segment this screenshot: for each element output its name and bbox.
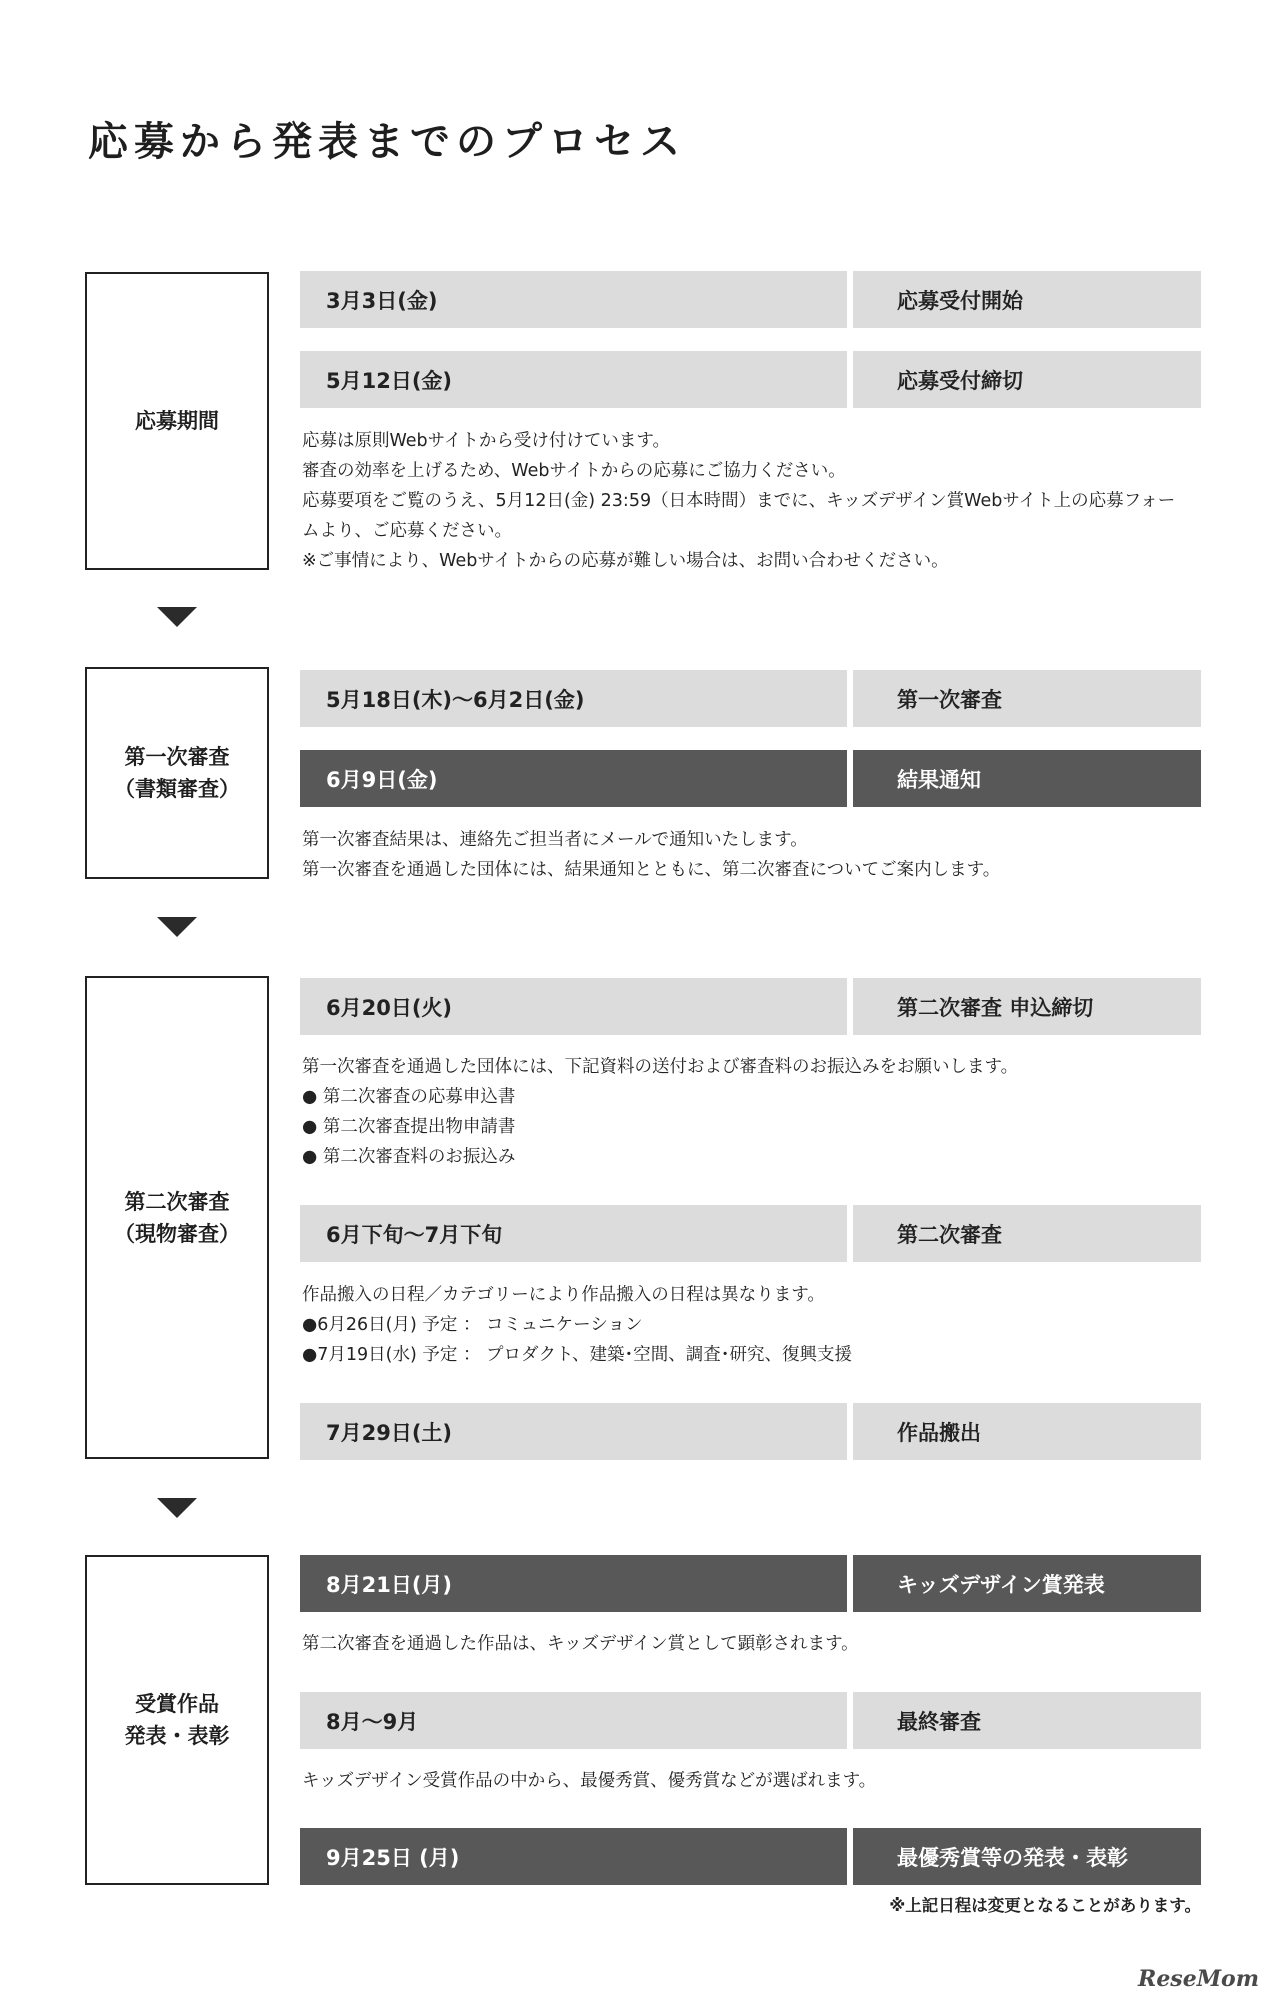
down-triangle-icon bbox=[157, 607, 197, 627]
stage-box-first-review: 第一次審査 （書類審査） bbox=[85, 667, 269, 879]
stage-2-description bbox=[302, 825, 1207, 885]
stage-1-date-1: 3月3日(金) bbox=[300, 271, 847, 328]
stage-3-date-3: 7月29日(土) bbox=[300, 1403, 847, 1460]
stage-1-label-2: 応募受付締切 bbox=[853, 351, 1201, 408]
stage-2-date-2: 6月9日(金) bbox=[300, 750, 847, 807]
description-line: キッズデザイン受賞作品の中から、最優秀賞、優秀賞などが選ばれます。 bbox=[302, 1771, 877, 1791]
description-line: ● 第二次審査提出物申請書 bbox=[302, 1117, 516, 1137]
stage-3-label-2: 第二次審査 bbox=[853, 1205, 1201, 1262]
stage-2-date-1: 5月18日(木)〜6月2日(金) bbox=[300, 670, 847, 727]
schedule-footnote: ※上記日程は変更となることがあります。 bbox=[889, 1896, 1201, 1915]
description-line: 審査の効率を上げるため、Webサイトからの応募にご協力ください。 bbox=[302, 461, 846, 481]
description-line: ●7月19日(水) 予定 ： プロダクト、建築･空間、調査･研究、復興支援 bbox=[302, 1345, 852, 1365]
stage-4-date-1: 8月21日(月) bbox=[300, 1555, 847, 1612]
stage-4-description-1 bbox=[302, 1629, 1207, 1659]
stage-box-application: 応募期間 bbox=[85, 272, 269, 570]
page-title: 応募から発表までのプロセス bbox=[88, 119, 686, 165]
description-line: 応募要項をご覧のうえ、5月12日(金) 23:59（日本時間）までに、キッズデザイン賞Webサイト上の応募フォー bbox=[302, 491, 1176, 511]
description-line: ●6月26日(月) 予定 ： コミュニケーション bbox=[302, 1315, 643, 1335]
description-line: ● 第二次審査料のお振込み bbox=[302, 1147, 516, 1167]
stage-3-label-3: 作品搬出 bbox=[853, 1403, 1201, 1460]
stage-4-date-3: 9月25日 (月) bbox=[300, 1828, 847, 1885]
stage-3-label-1: 第二次審査 申込締切 bbox=[853, 978, 1201, 1035]
stage-4-date-2: 8月〜9月 bbox=[300, 1692, 847, 1749]
stage-1-label-1: 応募受付開始 bbox=[853, 271, 1201, 328]
description-line: ● 第二次審査の応募申込書 bbox=[302, 1087, 516, 1107]
description-line: 第二次審査を通過した作品は、キッズデザイン賞として顕彰されます。 bbox=[302, 1634, 859, 1654]
stage-4-description-2 bbox=[302, 1766, 1207, 1796]
description-line: 第一次審査を通過した団体には、下記資料の送付および審査料のお振込みをお願いします。 bbox=[302, 1057, 1019, 1077]
stage-box-second-review: 第二次審査 （現物審査） bbox=[85, 976, 269, 1459]
description-line: 作品搬入の日程／カテゴリーにより作品搬入の日程は異なります。 bbox=[302, 1285, 825, 1305]
resemom-logo: ReseMom bbox=[1138, 1966, 1259, 1992]
stage-2-label-2: 結果通知 bbox=[853, 750, 1201, 807]
stage-1-date-2: 5月12日(金) bbox=[300, 351, 847, 408]
stage-box-award: 受賞作品 発表・表彰 bbox=[85, 1555, 269, 1885]
stage-4-label-3: 最優秀賞等の発表・表彰 bbox=[853, 1828, 1201, 1885]
stage-3-description-2 bbox=[302, 1280, 1207, 1370]
description-line: 第一次審査結果は、連絡先ご担当者にメールで通知いたします。 bbox=[302, 830, 808, 850]
down-triangle-icon bbox=[157, 1498, 197, 1518]
stage-1-description bbox=[302, 426, 1207, 576]
description-line: 第一次審査を通過した団体には、結果通知とともに、第二次審査についてご案内します。 bbox=[302, 860, 1001, 880]
stage-3-date-1: 6月20日(火) bbox=[300, 978, 847, 1035]
down-triangle-icon bbox=[157, 917, 197, 937]
description-line: ※ご事情により、Webサイトからの応募が難しい場合は、お問い合わせください。 bbox=[302, 551, 949, 571]
stage-4-label-2: 最終審査 bbox=[853, 1692, 1201, 1749]
stage-3-description-1 bbox=[302, 1052, 1207, 1172]
stage-4-label-1: キッズデザイン賞発表 bbox=[853, 1555, 1201, 1612]
description-line: 応募は原則Webサイトから受け付けています。 bbox=[302, 431, 671, 451]
stage-2-label-1: 第一次審査 bbox=[853, 670, 1201, 727]
stage-3-date-2: 6月下旬〜7月下旬 bbox=[300, 1205, 847, 1262]
description-line: ムより、ご応募ください。 bbox=[302, 521, 512, 541]
